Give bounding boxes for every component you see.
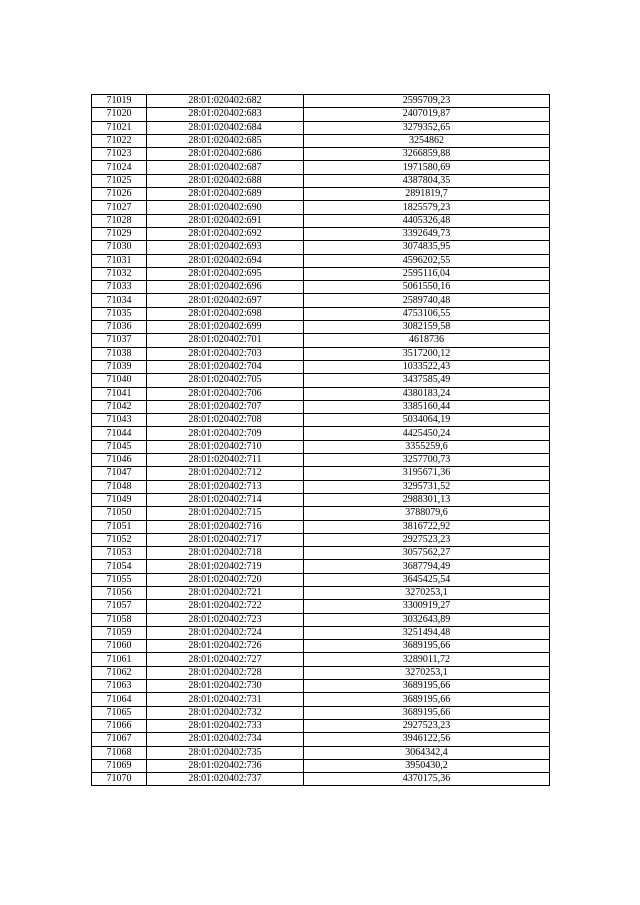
table-row — [92, 227, 550, 240]
cadastral-value-cell: 3270253,1 — [304, 586, 550, 599]
cadastral-number-cell: 28:01:020402:683 — [147, 108, 304, 121]
table-row — [92, 467, 550, 480]
table-row — [92, 773, 550, 786]
cadastral-value-cell: 5061550,16 — [304, 281, 550, 294]
table-row — [92, 214, 550, 227]
cadastral-value-cell: 4405326,48 — [304, 214, 550, 227]
cadastral-number-cell: 28:01:020402:708 — [147, 414, 304, 427]
row-number-cell: 71053 — [92, 547, 147, 560]
row-number-cell: 71030 — [92, 241, 147, 254]
row-number-cell: 71051 — [92, 520, 147, 533]
cadastral-value-cell: 3392649,73 — [304, 227, 550, 240]
cadastral-number-cell: 28:01:020402:719 — [147, 560, 304, 573]
cadastral-number-cell: 28:01:020402:703 — [147, 347, 304, 360]
table-row — [92, 626, 550, 639]
cadastral-value-cell: 3950430,2 — [304, 759, 550, 772]
cadastral-number-cell: 28:01:020402:726 — [147, 640, 304, 653]
row-number-cell: 71026 — [92, 188, 147, 201]
table-row — [92, 560, 550, 573]
cadastral-number-cell: 28:01:020402:734 — [147, 733, 304, 746]
table-row — [92, 547, 550, 560]
cadastral-number-cell: 28:01:020402:706 — [147, 387, 304, 400]
table-row — [92, 573, 550, 586]
table-row — [92, 746, 550, 759]
row-number-cell: 71070 — [92, 773, 147, 786]
table-row — [92, 733, 550, 746]
row-number-cell: 71046 — [92, 454, 147, 467]
cadastral-value-cell: 3946122,56 — [304, 733, 550, 746]
cadastral-value-cell: 4380183,24 — [304, 387, 550, 400]
row-number-cell: 71034 — [92, 294, 147, 307]
table-row — [92, 161, 550, 174]
table-row — [92, 294, 550, 307]
table-row — [92, 281, 550, 294]
cadastral-number-cell: 28:01:020402:689 — [147, 188, 304, 201]
cadastral-number-cell: 28:01:020402:698 — [147, 307, 304, 320]
row-number-cell: 71067 — [92, 733, 147, 746]
row-number-cell: 71055 — [92, 573, 147, 586]
cadastral-value-cell: 2595116,04 — [304, 267, 550, 280]
cadastral-number-cell: 28:01:020402:717 — [147, 533, 304, 546]
row-number-cell: 71037 — [92, 334, 147, 347]
row-number-cell: 71066 — [92, 719, 147, 732]
cadastral-value-cell: 4387804,35 — [304, 174, 550, 187]
cadastral-number-cell: 28:01:020402:715 — [147, 507, 304, 520]
cadastral-number-cell: 28:01:020402:692 — [147, 227, 304, 240]
row-number-cell: 71045 — [92, 440, 147, 453]
cadastral-value-cell: 3689195,66 — [304, 640, 550, 653]
table-row — [92, 347, 550, 360]
table-row — [92, 693, 550, 706]
cadastral-value-cell: 3074835,95 — [304, 241, 550, 254]
table-row — [92, 414, 550, 427]
table-row — [92, 374, 550, 387]
table-row — [92, 680, 550, 693]
table-row — [92, 201, 550, 214]
row-number-cell: 71028 — [92, 214, 147, 227]
cadastral-number-cell: 28:01:020402:687 — [147, 161, 304, 174]
table-row — [92, 321, 550, 334]
cadastral-number-cell: 28:01:020402:723 — [147, 613, 304, 626]
cadastral-number-cell: 28:01:020402:697 — [147, 294, 304, 307]
cadastral-number-cell: 28:01:020402:691 — [147, 214, 304, 227]
row-number-cell: 71031 — [92, 254, 147, 267]
row-number-cell: 71049 — [92, 493, 147, 506]
cadastral-value-cell: 3687794,49 — [304, 560, 550, 573]
cadastral-value-cell: 3385160,44 — [304, 400, 550, 413]
cadastral-number-cell: 28:01:020402:718 — [147, 547, 304, 560]
cadastral-value-cell: 3195671,36 — [304, 467, 550, 480]
table-row — [92, 134, 550, 147]
row-number-cell: 71060 — [92, 640, 147, 653]
table-row — [92, 387, 550, 400]
cadastral-value-cell: 3816722,92 — [304, 520, 550, 533]
cadastral-value-cell: 3057562,27 — [304, 547, 550, 560]
table-row — [92, 95, 550, 108]
table-row — [92, 254, 550, 267]
cadastral-value-cell: 3251494,48 — [304, 626, 550, 639]
cadastral-number-cell: 28:01:020402:699 — [147, 321, 304, 334]
cadastral-value-cell: 4753106,55 — [304, 307, 550, 320]
row-number-cell: 71044 — [92, 427, 147, 440]
cadastral-value-cell: 3257700,73 — [304, 454, 550, 467]
row-number-cell: 71036 — [92, 321, 147, 334]
cadastral-value-cell: 3645425,54 — [304, 573, 550, 586]
row-number-cell: 71065 — [92, 706, 147, 719]
table-row — [92, 174, 550, 187]
table-row — [92, 653, 550, 666]
table-body — [92, 95, 550, 786]
cadastral-value-cell: 3064342,4 — [304, 746, 550, 759]
cadastral-value-cell: 1971580,69 — [304, 161, 550, 174]
cadastral-number-cell: 28:01:020402:686 — [147, 148, 304, 161]
cadastral-value-cell: 2407019,87 — [304, 108, 550, 121]
table-row — [92, 427, 550, 440]
cadastral-value-cell: 3295731,52 — [304, 480, 550, 493]
table-row — [92, 586, 550, 599]
cadastral-number-cell: 28:01:020402:690 — [147, 201, 304, 214]
row-number-cell: 71029 — [92, 227, 147, 240]
cadastral-value-cell: 3689195,66 — [304, 693, 550, 706]
cadastral-number-cell: 28:01:020402:693 — [147, 241, 304, 254]
row-number-cell: 71032 — [92, 267, 147, 280]
table-row — [92, 307, 550, 320]
table-row — [92, 440, 550, 453]
cadastral-value-cell: 3517200,12 — [304, 347, 550, 360]
table-row — [92, 241, 550, 254]
cadastral-value-cell: 3270253,1 — [304, 666, 550, 679]
cadastral-value-cell: 4370175,36 — [304, 773, 550, 786]
cadastral-value-cell: 4425450,24 — [304, 427, 550, 440]
row-number-cell: 71069 — [92, 759, 147, 772]
row-number-cell: 71057 — [92, 600, 147, 613]
cadastral-value-cell: 3279352,65 — [304, 121, 550, 134]
row-number-cell: 71020 — [92, 108, 147, 121]
table-row — [92, 520, 550, 533]
row-number-cell: 71041 — [92, 387, 147, 400]
cadastral-value-cell: 2589740,48 — [304, 294, 550, 307]
row-number-cell: 71059 — [92, 626, 147, 639]
cadastral-number-cell: 28:01:020402:704 — [147, 360, 304, 373]
row-number-cell: 71047 — [92, 467, 147, 480]
cadastral-number-cell: 28:01:020402:705 — [147, 374, 304, 387]
row-number-cell: 71027 — [92, 201, 147, 214]
row-number-cell: 71048 — [92, 480, 147, 493]
row-number-cell: 71033 — [92, 281, 147, 294]
row-number-cell: 71058 — [92, 613, 147, 626]
table-row — [92, 533, 550, 546]
table-row — [92, 360, 550, 373]
cadastral-number-cell: 28:01:020402:696 — [147, 281, 304, 294]
cadastral-number-cell: 28:01:020402:709 — [147, 427, 304, 440]
row-number-cell: 71022 — [92, 134, 147, 147]
row-number-cell: 71025 — [92, 174, 147, 187]
row-number-cell: 71042 — [92, 400, 147, 413]
cadastral-number-cell: 28:01:020402:732 — [147, 706, 304, 719]
cadastral-number-cell: 28:01:020402:721 — [147, 586, 304, 599]
row-number-cell: 71064 — [92, 693, 147, 706]
cadastral-value-cell: 3300919,27 — [304, 600, 550, 613]
cadastral-value-cell: 2891819,7 — [304, 188, 550, 201]
cadastral-value-cell: 5034064,19 — [304, 414, 550, 427]
cadastral-value-cell: 3289011,72 — [304, 653, 550, 666]
row-number-cell: 71056 — [92, 586, 147, 599]
cadastral-number-cell: 28:01:020402:682 — [147, 95, 304, 108]
cadastral-number-cell: 28:01:020402:716 — [147, 520, 304, 533]
cadastral-value-cell: 3788079,6 — [304, 507, 550, 520]
cadastral-number-cell: 28:01:020402:712 — [147, 467, 304, 480]
cadastral-value-table — [91, 94, 550, 786]
row-number-cell: 71043 — [92, 414, 147, 427]
table-row — [92, 454, 550, 467]
table-row — [92, 706, 550, 719]
cadastral-value-cell: 3689195,66 — [304, 680, 550, 693]
cadastral-number-cell: 28:01:020402:731 — [147, 693, 304, 706]
row-number-cell: 71062 — [92, 666, 147, 679]
cadastral-value-cell: 3689195,66 — [304, 706, 550, 719]
cadastral-number-cell: 28:01:020402:735 — [147, 746, 304, 759]
cadastral-value-cell: 1033522,43 — [304, 360, 550, 373]
cadastral-number-cell: 28:01:020402:688 — [147, 174, 304, 187]
row-number-cell: 71052 — [92, 533, 147, 546]
table-row — [92, 666, 550, 679]
cadastral-number-cell: 28:01:020402:713 — [147, 480, 304, 493]
cadastral-number-cell: 28:01:020402:701 — [147, 334, 304, 347]
cadastral-number-cell: 28:01:020402:707 — [147, 400, 304, 413]
row-number-cell: 71054 — [92, 560, 147, 573]
cadastral-number-cell: 28:01:020402:724 — [147, 626, 304, 639]
cadastral-value-cell: 3032643,89 — [304, 613, 550, 626]
cadastral-number-cell: 28:01:020402:736 — [147, 759, 304, 772]
cadastral-number-cell: 28:01:020402:720 — [147, 573, 304, 586]
table-row — [92, 400, 550, 413]
table-row — [92, 108, 550, 121]
cadastral-value-cell: 4596202,55 — [304, 254, 550, 267]
cadastral-value-cell: 3437585,49 — [304, 374, 550, 387]
row-number-cell: 71019 — [92, 95, 147, 108]
row-number-cell: 71021 — [92, 121, 147, 134]
cadastral-number-cell: 28:01:020402:730 — [147, 680, 304, 693]
cadastral-number-cell: 28:01:020402:728 — [147, 666, 304, 679]
table-row — [92, 613, 550, 626]
cadastral-value-cell: 2595709,23 — [304, 95, 550, 108]
cadastral-number-cell: 28:01:020402:711 — [147, 454, 304, 467]
table-row — [92, 759, 550, 772]
table-row — [92, 507, 550, 520]
cadastral-number-cell: 28:01:020402:694 — [147, 254, 304, 267]
table-row — [92, 600, 550, 613]
cadastral-number-cell: 28:01:020402:722 — [147, 600, 304, 613]
row-number-cell: 71039 — [92, 360, 147, 373]
row-number-cell: 71063 — [92, 680, 147, 693]
row-number-cell: 71035 — [92, 307, 147, 320]
cadastral-number-cell: 28:01:020402:684 — [147, 121, 304, 134]
table-row — [92, 334, 550, 347]
row-number-cell: 71038 — [92, 347, 147, 360]
table-row — [92, 188, 550, 201]
cadastral-value-cell: 3082159,58 — [304, 321, 550, 334]
cadastral-number-cell: 28:01:020402:733 — [147, 719, 304, 732]
row-number-cell: 71068 — [92, 746, 147, 759]
table-row — [92, 267, 550, 280]
table-row — [92, 719, 550, 732]
table-row — [92, 480, 550, 493]
row-number-cell: 71023 — [92, 148, 147, 161]
row-number-cell: 71061 — [92, 653, 147, 666]
row-number-cell: 71024 — [92, 161, 147, 174]
cadastral-value-cell: 3355259,6 — [304, 440, 550, 453]
row-number-cell: 71040 — [92, 374, 147, 387]
cadastral-value-cell: 3266859,88 — [304, 148, 550, 161]
cadastral-value-cell: 2988301,13 — [304, 493, 550, 506]
table-row — [92, 148, 550, 161]
cadastral-value-cell: 2927523,23 — [304, 719, 550, 732]
cadastral-number-cell: 28:01:020402:727 — [147, 653, 304, 666]
table-row — [92, 493, 550, 506]
cadastral-number-cell: 28:01:020402:737 — [147, 773, 304, 786]
table-row — [92, 121, 550, 134]
cadastral-number-cell: 28:01:020402:710 — [147, 440, 304, 453]
table-row — [92, 640, 550, 653]
cadastral-value-cell: 4618736 — [304, 334, 550, 347]
row-number-cell: 71050 — [92, 507, 147, 520]
cadastral-value-cell: 3254862 — [304, 134, 550, 147]
cadastral-number-cell: 28:01:020402:714 — [147, 493, 304, 506]
cadastral-value-cell: 2927523,23 — [304, 533, 550, 546]
cadastral-number-cell: 28:01:020402:685 — [147, 134, 304, 147]
cadastral-number-cell: 28:01:020402:695 — [147, 267, 304, 280]
cadastral-value-cell: 1825579,23 — [304, 201, 550, 214]
